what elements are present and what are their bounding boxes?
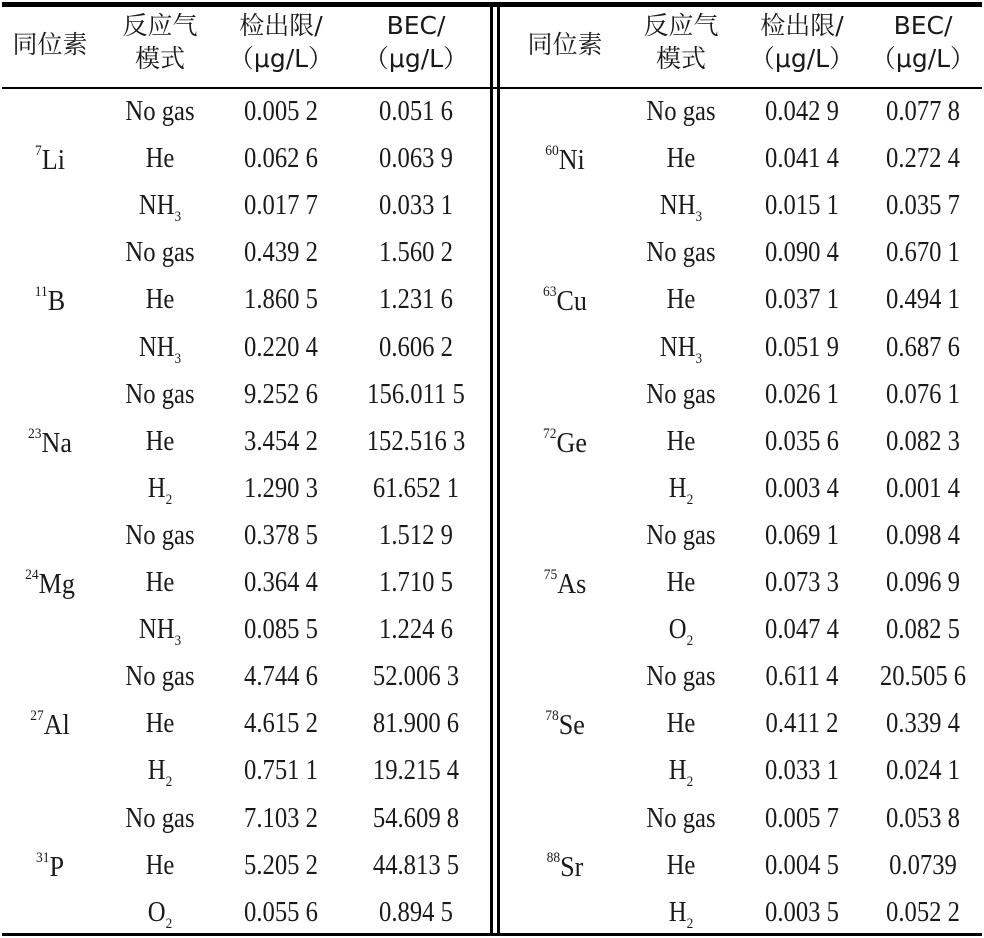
bec-value: 19.215 4 (372, 755, 460, 787)
detection-limit-value: 1.860 5 (244, 284, 318, 316)
reaction-gas-mode (107, 757, 213, 790)
detection-limit-value: 0.439 2 (244, 237, 318, 269)
detection-limit-value: 0.055 6 (244, 896, 318, 928)
reaction-gas-mode (107, 896, 213, 932)
bec-value: 0.051 6 (379, 96, 453, 127)
detection-limit-value: 0.026 1 (765, 378, 839, 410)
reaction-gas-mode (107, 286, 213, 314)
detection-limit-value: 0.085 5 (244, 614, 318, 646)
detection-limit-value: 0.015 1 (765, 190, 839, 222)
bec-value: 0.053 8 (886, 802, 960, 834)
isotope-mass-number: 72 (543, 425, 557, 442)
reaction-gas-name: NH (659, 331, 696, 363)
reaction-gas-name: No gas (646, 661, 716, 693)
header-isotope (0, 32, 100, 57)
bec-value: 0.077 8 (886, 96, 960, 127)
isotope-element-symbol: As (557, 568, 587, 600)
isotope-label (516, 144, 615, 175)
detection-limit-value: 0.042 9 (765, 96, 839, 127)
reaction-gas-subscript: 2 (686, 491, 694, 508)
bec-value: 52.006 3 (372, 661, 460, 693)
bec-value: 54.609 8 (372, 802, 460, 834)
bec-value: 0.024 1 (886, 755, 960, 787)
bec-value: 20.505 6 (879, 661, 967, 693)
reaction-gas-mode (627, 378, 734, 410)
reaction-gas-mode (107, 849, 213, 881)
reaction-gas-name: He (666, 849, 696, 881)
header-gas-mode (100, 13, 220, 83)
isotope-mass-number: 88 (546, 849, 561, 866)
isotope-element-symbol: Cu (556, 285, 587, 318)
bec-value: 0.894 5 (379, 896, 453, 928)
reaction-gas-mode (107, 472, 213, 508)
isotope-element-symbol: Se (558, 709, 585, 742)
reaction-gas-name: He (145, 708, 175, 740)
reaction-gas-subscript: 3 (695, 209, 703, 226)
reaction-gas-name: He (145, 284, 175, 316)
header-detection-limit-line2: （μg/L） (228, 44, 334, 73)
reaction-gas-mode (627, 519, 734, 551)
isotope-label (516, 709, 615, 740)
detection-limit-value: 9.252 6 (244, 378, 318, 410)
detection-limit-value: 5.205 2 (244, 849, 318, 881)
detection-limit-value: 0.411 2 (765, 708, 839, 740)
isotope-label (5, 709, 95, 740)
bec-value: 0.076 1 (886, 378, 960, 410)
detection-limit-value: 0.041 4 (765, 143, 839, 175)
bec-value: 1.224 6 (379, 614, 453, 646)
bec-value: 1.560 2 (379, 237, 453, 269)
reaction-gas-name: He (666, 284, 696, 316)
bec-value: 61.652 1 (372, 472, 460, 504)
reaction-gas-mode (627, 569, 734, 597)
isotope-label (516, 285, 615, 316)
header-gas-mode-line1: 反应气 (122, 11, 198, 40)
bec-value: 0.606 2 (379, 331, 453, 363)
bec-value: 0.082 5 (886, 614, 960, 646)
reaction-gas-name: H (147, 472, 166, 504)
detection-limit-value: 4.744 6 (244, 661, 318, 693)
reaction-gas-mode (107, 616, 213, 649)
isotope-element-symbol: Na (41, 426, 72, 459)
header-isotope-label: 同位素 (527, 30, 603, 59)
reaction-gas-name: H (668, 755, 687, 787)
reaction-gas-name: He (145, 567, 175, 598)
bec-value: 0.670 1 (886, 237, 960, 269)
reaction-gas-mode (627, 616, 734, 649)
isotope-element-symbol: Li (41, 144, 65, 177)
isotope-element-symbol: Al (43, 709, 70, 742)
header-bec-line2: （μg/L） (870, 44, 976, 73)
bec-value: 1.710 5 (379, 567, 453, 598)
detection-limit-value: 0.378 5 (244, 519, 318, 551)
reaction-gas-name: No gas (646, 378, 716, 410)
isotope-element-symbol: Ni (558, 144, 585, 177)
reaction-gas-mode (627, 286, 734, 314)
bec-value: 0.096 9 (886, 567, 960, 598)
header-bec-line2: （μg/L） (363, 44, 469, 73)
header-bec-line1: BEC/ (893, 11, 953, 40)
header-bec (862, 13, 984, 83)
reaction-gas-name: He (666, 143, 696, 175)
header-gas-mode-line1: 反应气 (643, 11, 719, 40)
isotope-element-symbol: Mg (38, 568, 75, 600)
detection-limit-value: 0.003 5 (765, 896, 839, 928)
reaction-gas-name: No gas (125, 661, 195, 693)
header-bec (342, 13, 490, 83)
reaction-gas-subscript: 3 (174, 350, 182, 367)
reaction-gas-name: He (145, 143, 175, 175)
detection-limit-value: 0.047 4 (765, 614, 839, 646)
isotope-label (5, 285, 95, 316)
isotope-label (5, 144, 95, 175)
reaction-gas-mode (107, 98, 213, 126)
reaction-gas-mode (107, 569, 213, 597)
bec-value: 0.082 3 (886, 425, 960, 457)
isotope-mass-number: 7 (35, 143, 42, 160)
header-gas-mode (620, 13, 742, 83)
detection-limit-value: 0.005 7 (765, 802, 839, 834)
reaction-gas-mode (627, 710, 734, 738)
detection-limit-value: 7.103 2 (244, 802, 318, 834)
reaction-gas-mode (107, 710, 213, 738)
isotope-element-symbol: B (47, 285, 66, 318)
reaction-gas-name: He (145, 425, 175, 457)
reaction-gas-name: NH (138, 331, 175, 363)
detection-limit-value: 0.033 1 (765, 755, 839, 787)
reaction-gas-name: No gas (125, 96, 195, 127)
reaction-gas-name: H (668, 896, 687, 928)
reaction-gas-name: He (666, 567, 696, 598)
isotope-mass-number: 75 (543, 567, 558, 583)
reaction-gas-name: No gas (125, 802, 195, 834)
reaction-gas-mode (627, 331, 734, 367)
isotope-label (5, 427, 95, 458)
header-detection-limit-line1: 检出限/ (760, 11, 844, 40)
reaction-gas-subscript: 3 (695, 350, 703, 367)
detection-limit-value: 0.035 6 (765, 425, 839, 457)
isotope-label (516, 851, 615, 882)
bec-value: 0.494 1 (886, 284, 960, 316)
reaction-gas-mode (107, 519, 213, 551)
reaction-gas-mode (627, 896, 734, 932)
reaction-gas-mode (627, 757, 734, 790)
reaction-gas-mode (107, 192, 213, 225)
reaction-gas-subscript: 2 (165, 491, 173, 508)
reaction-gas-name: He (666, 425, 696, 457)
reaction-gas-name: NH (138, 614, 175, 646)
header-gas-mode-line2: 模式 (655, 44, 706, 73)
reaction-gas-name: NH (138, 190, 175, 222)
isotope-label (516, 568, 615, 599)
reaction-gas-mode (627, 663, 734, 691)
reaction-gas-name: H (147, 755, 166, 787)
isotope-element-symbol: Ge (556, 426, 587, 459)
reaction-gas-name: No gas (646, 519, 716, 551)
reaction-gas-mode (107, 145, 213, 173)
bec-value: 0.063 9 (379, 143, 453, 175)
detection-limit-value: 0.751 1 (244, 755, 318, 787)
bec-value: 0.687 6 (886, 331, 960, 363)
reaction-gas-mode (107, 378, 213, 410)
detection-limit-value: 0.611 4 (765, 661, 839, 693)
detection-limit-value: 0.051 9 (765, 331, 839, 363)
reaction-gas-name: H (668, 472, 687, 504)
isotope-label (516, 427, 615, 458)
detection-limit-value: 0.017 7 (244, 190, 318, 222)
reaction-gas-subscript: 2 (686, 915, 694, 932)
header-isotope-label: 同位素 (12, 30, 88, 59)
reaction-gas-mode (107, 802, 213, 834)
detection-limit-value: 4.615 2 (244, 708, 318, 740)
reaction-gas-name: No gas (125, 237, 195, 269)
detection-limit-value: 0.004 5 (765, 849, 839, 881)
reaction-gas-mode (627, 472, 734, 508)
reaction-gas-name: No gas (646, 237, 716, 269)
reaction-gas-name: He (145, 849, 175, 881)
isotope-mass-number: 31 (35, 849, 50, 866)
detection-limit-value: 0.037 1 (765, 284, 839, 316)
reaction-gas-mode (627, 98, 734, 126)
isotope-label (5, 568, 95, 599)
reaction-gas-name: O (668, 614, 687, 646)
reaction-gas-mode (107, 663, 213, 691)
isotope-mass-number: 27 (30, 708, 44, 725)
reaction-gas-subscript: 3 (174, 633, 182, 650)
isotope-mass-number: 24 (25, 567, 39, 583)
detection-limit-value: 0.073 3 (765, 567, 839, 598)
reaction-gas-name: No gas (125, 519, 195, 551)
bec-value: 0.339 4 (886, 708, 960, 740)
header-detection-limit-line2: （μg/L） (749, 44, 855, 73)
detection-limit-value: 0.062 6 (244, 143, 318, 175)
reaction-gas-mode (627, 192, 734, 225)
detection-limit-value: 3.454 2 (244, 425, 318, 457)
bec-value: 1.231 6 (379, 284, 453, 316)
reaction-gas-name: O (147, 896, 166, 928)
isotope-element-symbol: Sr (560, 850, 584, 883)
reaction-gas-subscript: 3 (174, 209, 182, 226)
isotope-mass-number: 78 (545, 708, 559, 725)
header-bec-line1: BEC/ (386, 11, 446, 40)
bec-value: 0.001 4 (886, 472, 960, 504)
header-detection-limit (220, 13, 342, 83)
detection-limit-value: 0.220 4 (244, 331, 318, 363)
isotope-element-symbol: P (49, 850, 65, 883)
header-detection-limit (742, 13, 862, 83)
reaction-gas-subscript: 2 (686, 633, 694, 650)
reaction-gas-mode (627, 802, 734, 834)
bec-value: 0.272 4 (886, 143, 960, 175)
reaction-gas-name: No gas (125, 378, 195, 410)
isotope-mass-number: 60 (545, 143, 559, 160)
reaction-gas-mode (627, 849, 734, 881)
reaction-gas-mode (107, 331, 213, 367)
table-panel-divider (490, 2, 493, 936)
bec-value: 156.011 5 (367, 378, 465, 410)
header-detection-limit-line1: 检出限/ (239, 11, 323, 40)
reaction-gas-name: He (666, 708, 696, 740)
reaction-gas-subscript: 2 (686, 774, 694, 791)
bec-value: 81.900 6 (372, 708, 460, 740)
header-gas-mode-line2: 模式 (134, 44, 185, 73)
reaction-gas-subscript: 2 (165, 915, 173, 932)
detection-limit-value: 0.005 2 (244, 96, 318, 127)
reaction-gas-name: No gas (646, 802, 716, 834)
detection-limit-value: 0.069 1 (765, 519, 839, 551)
table-panel-divider (497, 2, 500, 936)
detection-limit-value: 1.290 3 (244, 472, 318, 504)
bec-value: 0.0739 (889, 849, 957, 881)
reaction-gas-mode (627, 239, 734, 267)
reaction-gas-mode (107, 425, 213, 457)
reaction-gas-name: No gas (646, 96, 716, 127)
reaction-gas-mode (107, 239, 213, 267)
reaction-gas-name: NH (659, 190, 696, 222)
detection-limit-value: 0.090 4 (765, 237, 839, 269)
bec-value: 0.098 4 (886, 519, 960, 551)
bec-value: 44.813 5 (372, 849, 460, 881)
isotope-mass-number: 23 (28, 425, 42, 442)
reaction-gas-mode (627, 425, 734, 457)
bec-value: 1.512 9 (379, 519, 453, 551)
isotope-mass-number: 63 (543, 284, 557, 301)
header-isotope (510, 32, 620, 57)
bec-value: 0.035 7 (886, 190, 960, 222)
reaction-gas-mode (627, 145, 734, 173)
detection-limit-value: 0.003 4 (765, 472, 839, 504)
detection-limit-value: 0.364 4 (244, 567, 318, 598)
bec-value: 0.052 2 (886, 896, 960, 928)
bec-value: 0.033 1 (379, 190, 453, 222)
isotope-label (5, 851, 95, 882)
bec-value: 152.516 3 (366, 425, 466, 457)
reaction-gas-subscript: 2 (165, 774, 173, 791)
isotope-mass-number: 11 (34, 284, 48, 301)
